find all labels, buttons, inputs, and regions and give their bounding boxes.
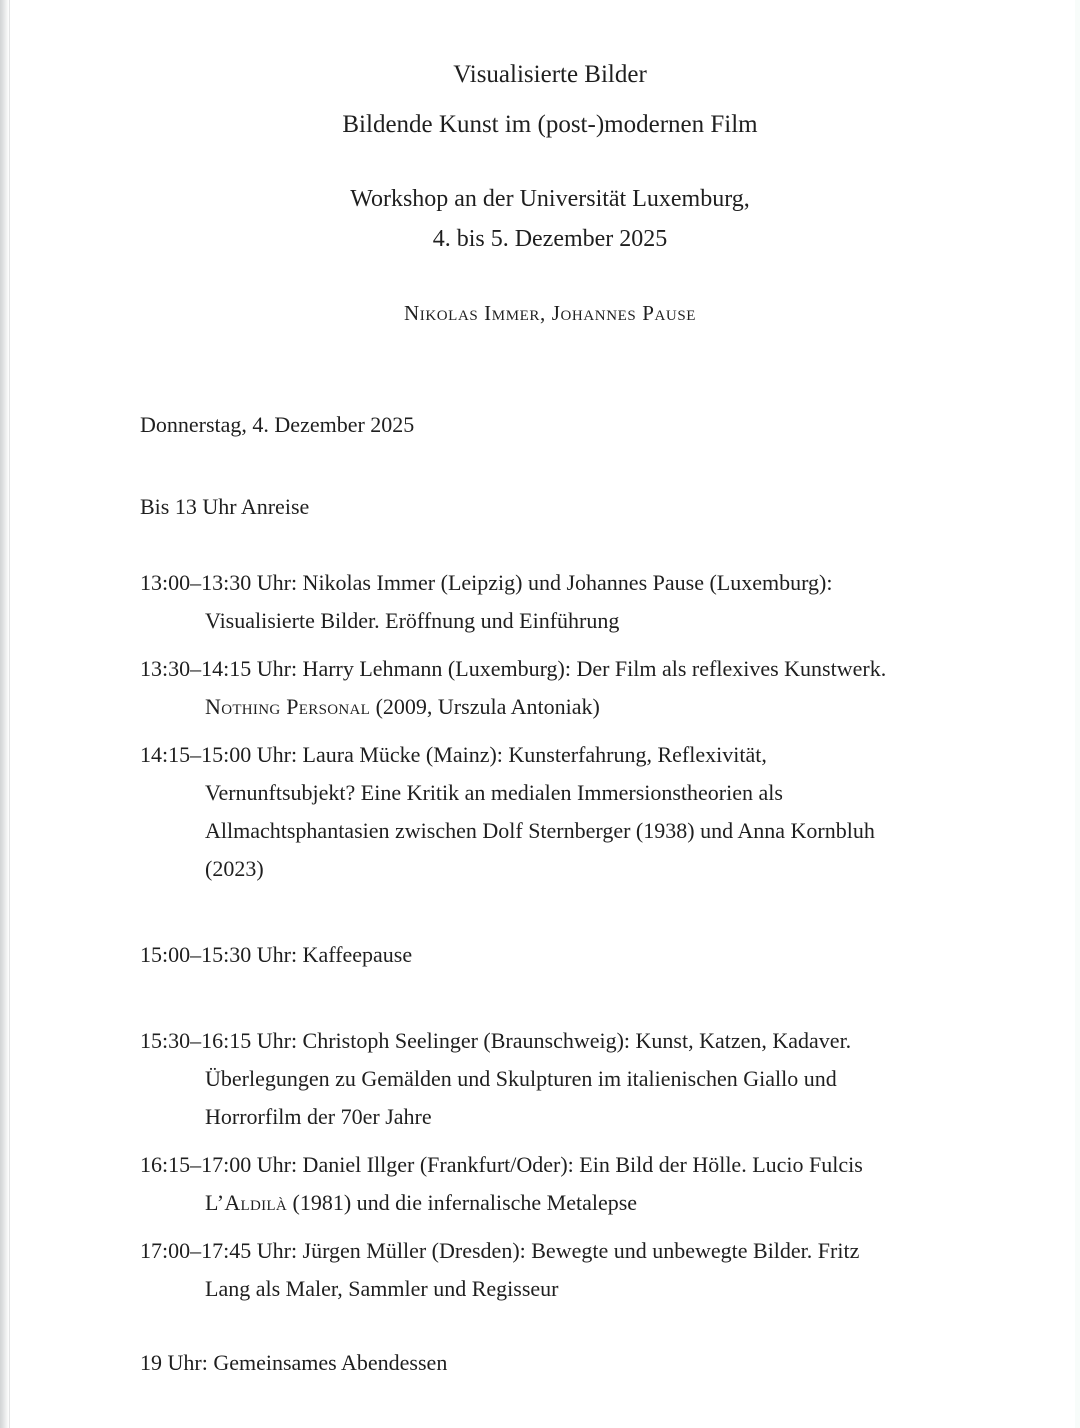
arrival-note: Bis 13 Uhr Anreise [140, 494, 310, 519]
entry-text: 16:15–17:00 Uhr: Daniel Illger (Frankfurt/Oder): Ein Bild der Hölle. Lucio Fulcis [140, 1152, 863, 1177]
entry-continuation-line [140, 850, 1080, 888]
day-heading: Donnerstag, 4. Dezember 2025 [140, 412, 415, 437]
page-title: Visualisierte Bilder [453, 61, 647, 88]
schedule-entry [140, 564, 1080, 640]
schedule-list [0, 564, 1080, 1308]
entry-continuation-line [140, 1270, 1080, 1308]
entry-text: 13:30–14:15 Uhr: Harry Lehmann (Luxemburg): Der Film als reflexives Kunstwerk. [140, 656, 887, 681]
entry-continuation-line [140, 1184, 1080, 1222]
entry-first-line [140, 650, 1080, 688]
entry-continuation-line [140, 688, 1080, 726]
entry-first-line [140, 936, 1080, 974]
entry-continuation-line [140, 1098, 1080, 1136]
schedule-entry [140, 1232, 1080, 1308]
schedule-entry [140, 936, 1080, 974]
entry-first-line [140, 736, 1080, 774]
entry-continuation-line [140, 812, 1080, 850]
page-subtitle: Bildende Kunst im (post-)modernen Film [342, 111, 758, 138]
entry-text: Vernunftsubjekt? Eine Kritik an medialen Immersionstheorien als [205, 780, 783, 805]
entry-text: (1981) und die infernalische Metalepse [287, 1190, 638, 1215]
date-range-line: 4. bis 5. Dezember 2025 [432, 226, 668, 252]
entry-text: (2023) [205, 856, 264, 881]
entry-text: 15:00–15:30 Uhr: Kaffeepause [140, 942, 413, 967]
document-header [140, 58, 960, 328]
entry-text: 15:30–16:15 Uhr: Christoph Seelinger (Braunschweig): Kunst, Katzen, Kadaver. [140, 1028, 852, 1053]
schedule-entry [140, 1146, 1080, 1222]
entry-continuation-line [140, 602, 1080, 640]
entry-continuation-line [140, 774, 1080, 812]
film-title: L’Aldilà [205, 1190, 288, 1215]
entry-first-line [140, 1146, 1080, 1184]
entry-text: 17:00–17:45 Uhr: Jürgen Müller (Dresden): Bewegte und unbewegte Bilder. Fritz [140, 1238, 860, 1263]
entry-continuation-line [140, 1060, 1080, 1098]
venue-line: Workshop an der Universität Luxemburg, [350, 186, 750, 212]
entry-text: Lang als Maler, Sammler und Regisseur [205, 1276, 559, 1301]
entry-first-line [140, 564, 1080, 602]
entry-text: 14:15–15:00 Uhr: Laura Mücke (Mainz): Kunsterfahrung, Reflexivität, [140, 742, 767, 767]
entry-text: Allmachtsphantasien zwischen Dolf Sternberger (1938) und Anna Kornbluh [205, 818, 875, 843]
schedule-entry [140, 736, 1080, 888]
dinner-note: 19 Uhr: Gemeinsames Abendessen [140, 1350, 448, 1375]
entry-text: 13:00–13:30 Uhr: Nikolas Immer (Leipzig) und Johannes Pause (Luxemburg): [140, 570, 833, 595]
entry-text: (2009, Urszula Antoniak) [370, 694, 600, 719]
program-body [0, 406, 1080, 1382]
entry-first-line [140, 1232, 1080, 1270]
schedule-entry [140, 650, 1080, 726]
entry-text: Horrorfilm der 70er Jahre [205, 1104, 432, 1129]
film-title: Nothing Personal [205, 694, 371, 719]
schedule-entry [140, 1022, 1080, 1136]
entry-text: Visualisierte Bilder. Eröffnung und Einführung [205, 608, 620, 633]
entry-first-line [140, 1022, 1080, 1060]
organizers-line: Nikolas Immer, Johannes Pause [403, 301, 697, 325]
entry-text: Überlegungen zu Gemälden und Skulpturen im italienischen Giallo und [205, 1066, 837, 1091]
